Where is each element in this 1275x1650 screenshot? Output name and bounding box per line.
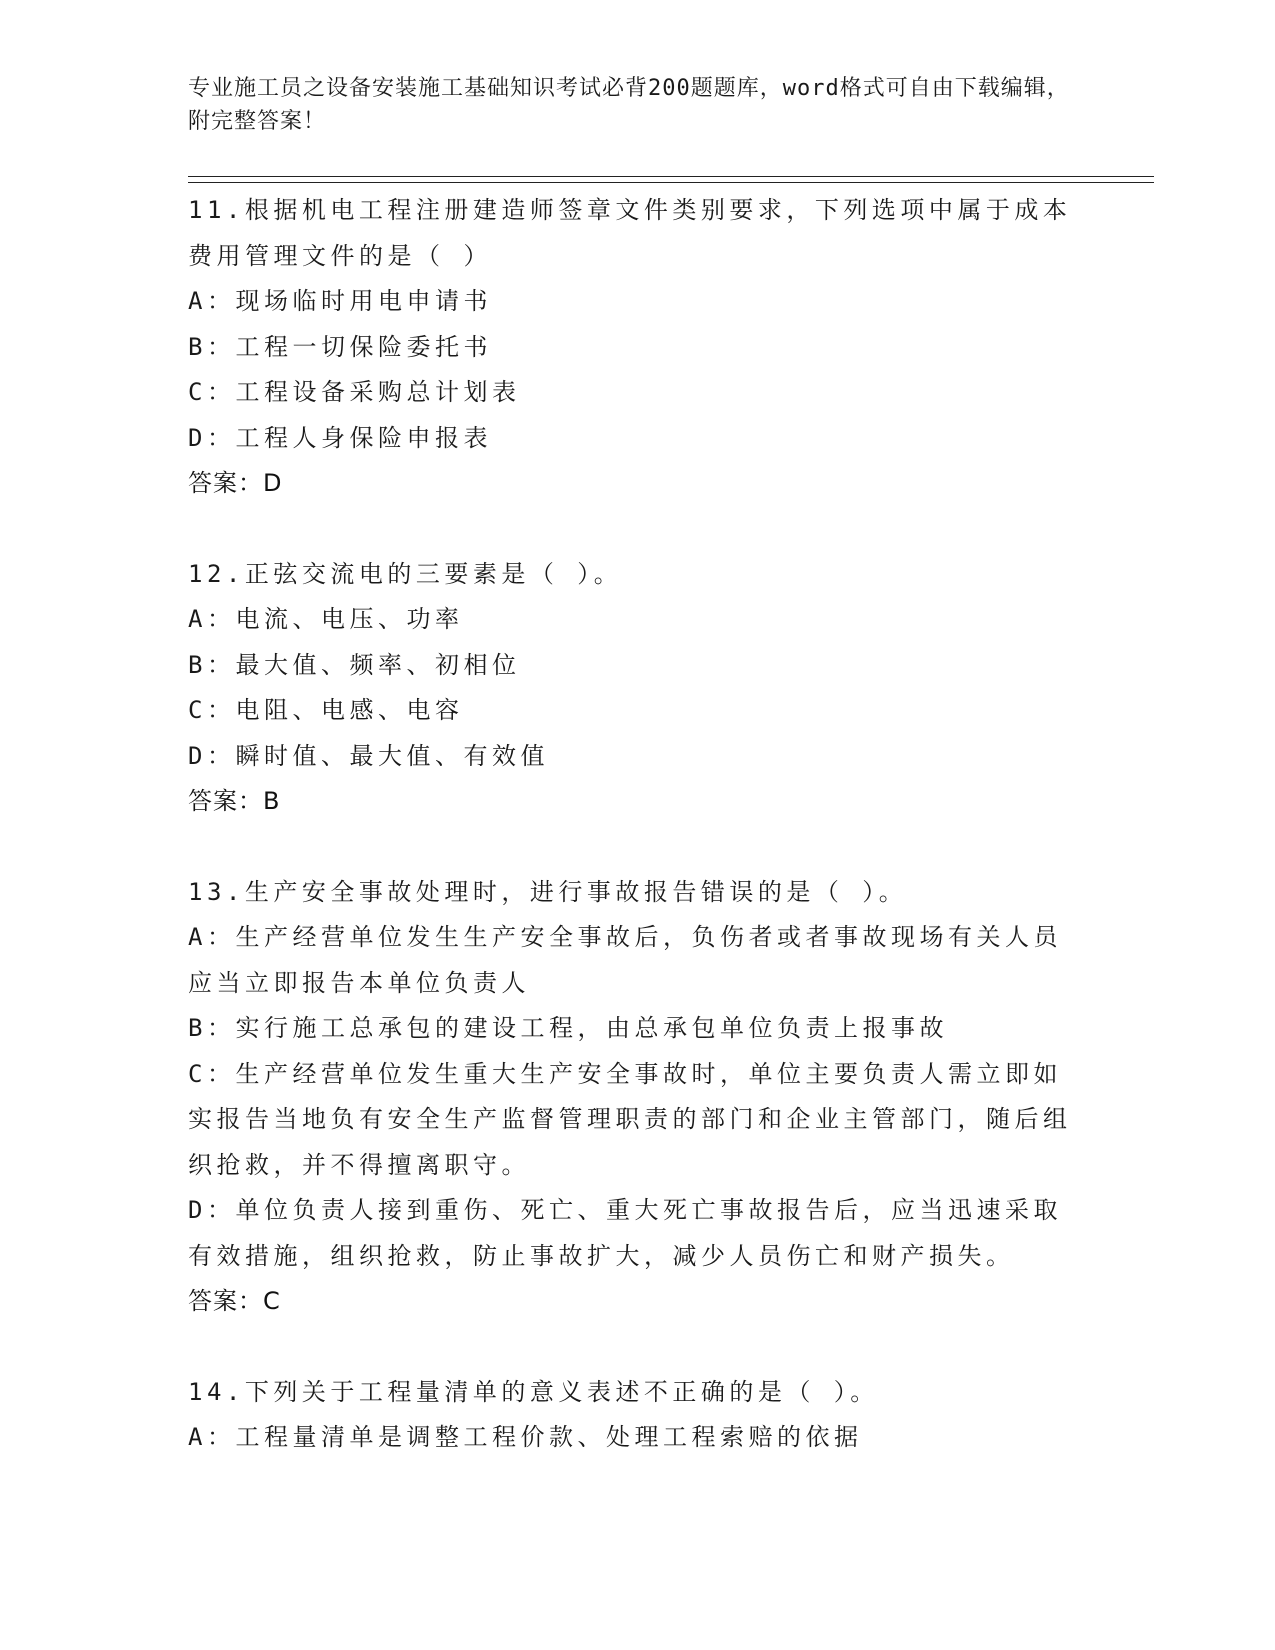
question-list <box>188 188 1088 1461</box>
answer-line <box>188 1279 1088 1325</box>
option-b: B：实行施工总承包的建设工程，由总承包单位负责上报事故 <box>188 1014 948 1042</box>
option-c: C：电阻、电感、电容 <box>188 696 464 724</box>
question-13 <box>188 870 1088 1325</box>
question-11 <box>188 188 1088 507</box>
answer-label: 答案： <box>188 1287 263 1315</box>
option-d: D：瞬时值、最大值、有效值 <box>188 741 549 770</box>
option-c: C：生产经营单位发生重大生产安全事故时，单位主要负责人需立即如实报告当地负有安全生产监督管理职责的部门和企业主管部门，随后组织抢救，并不得擅离职守。 <box>188 1059 1072 1179</box>
option-a: A：电流、电压、功率 <box>188 605 464 633</box>
question-stem: 11.根据机电工程注册建造师签章文件类别要求，下列选项中属于成本费用管理文件的是（ ） <box>188 196 1072 270</box>
question-stem: 13.生产安全事故处理时，进行事故报告错误的是（ ）。 <box>188 877 908 906</box>
question-stem: 14.下列关于工程量清单的意义表述不正确的是（ ）。 <box>188 1377 879 1406</box>
option-d: D：工程人身保险申报表 <box>188 423 492 452</box>
option-c: C：工程设备采购总计划表 <box>188 378 521 406</box>
answer-line <box>188 461 1088 507</box>
option-d: D：单位负责人接到重伤、死亡、重大死亡事故报告后，应当迅速采取有效措施，组织抢救，防止事故扩大，减少人员伤亡和财产损失。 <box>188 1196 1062 1270</box>
answer-value: D <box>263 469 283 497</box>
header-rule-bottom <box>188 182 1154 183</box>
header-rule-top <box>188 176 1154 177</box>
document-header: 专业施工员之设备安装施工基础知识考试必背200题题库，word格式可自由下载编辑，附完整答案！ <box>188 76 1070 134</box>
question-stem: 12.正弦交流电的三要素是（ ）。 <box>188 559 623 588</box>
option-a: A：现场临时用电申请书 <box>188 287 492 315</box>
question-14 <box>188 1370 1088 1461</box>
answer-value: B <box>263 787 281 815</box>
answer-value: C <box>263 1287 281 1315</box>
answer-label: 答案： <box>188 469 263 497</box>
question-12 <box>188 552 1088 825</box>
answer-label: 答案： <box>188 787 263 815</box>
option-a: A：工程量清单是调整工程价款、处理工程索赔的依据 <box>188 1423 863 1451</box>
option-b: B：最大值、频率、初相位 <box>188 650 521 679</box>
option-a: A：生产经营单位发生生产安全事故后，负伤者或者事故现场有关人员应当立即报告本单位负责人 <box>188 923 1062 997</box>
answer-line <box>188 779 1088 825</box>
option-b: B：工程一切保险委托书 <box>188 332 492 361</box>
